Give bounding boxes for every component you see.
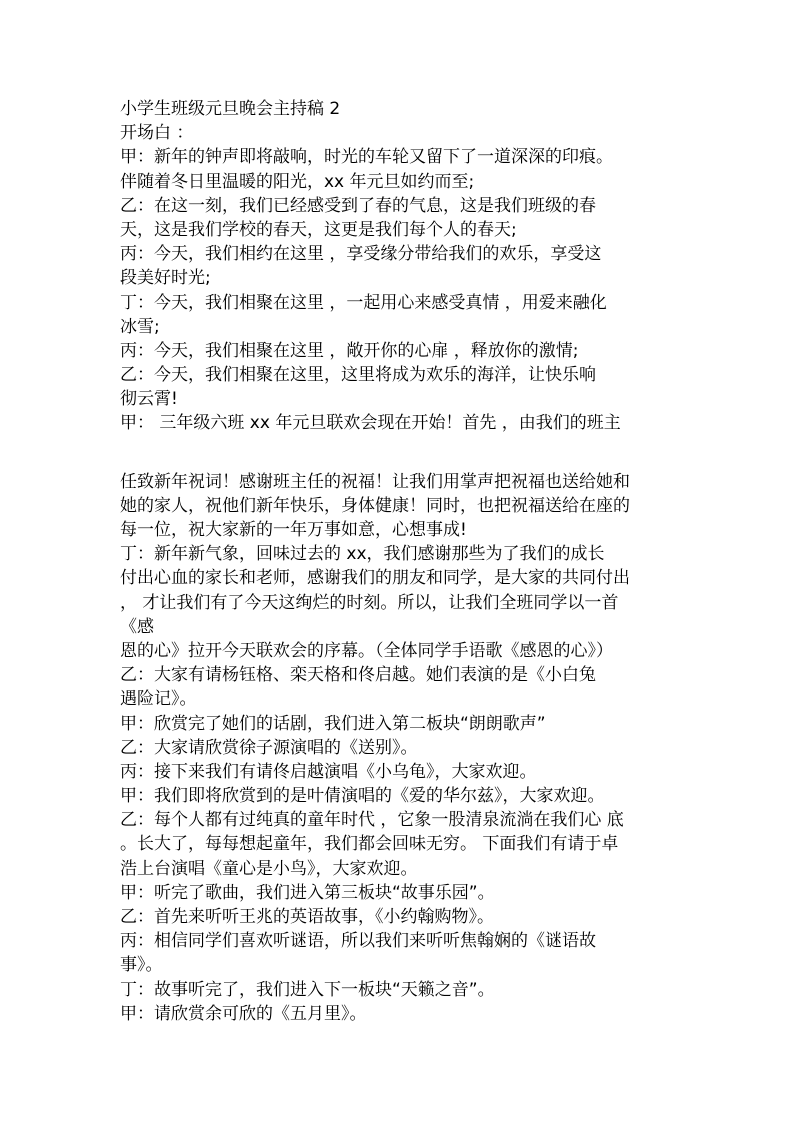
text-line: 丙：接下来我们有请佟启越演唱《小乌龟》，大家欢迎。 [120, 761, 537, 782]
text-line: 甲：请欣赏余可欣的《五月里》。 [120, 1003, 367, 1024]
text-line: 恩的心》拉开今天联欢会的序幕。（全体同学手语歌《感恩的心》） [120, 640, 613, 661]
text-line: 遇险记》。 [120, 689, 197, 710]
text-line: 丙：今天，我们相聚在这里 ，敞开你的心扉 ，释放你的激情; [120, 340, 579, 361]
text-line: 事》。 [120, 955, 163, 976]
text-line: 《感 [120, 616, 154, 637]
section-heading-opening: 开场白 ： [120, 123, 194, 144]
text-line: 乙：在这一刻，我们已经感受到了春的气息，这是我们班级的春 [120, 195, 596, 216]
text-line: 丁：新年新气象，回味过去的 xx，我们感谢那些为了我们的成长 [120, 544, 605, 565]
text-line: 甲：新年的钟声即将敲响，时光的车轮又留下了一道深深的印痕。 [120, 147, 613, 168]
paragraph-gap [120, 436, 680, 470]
text-line: 乙：大家请欣赏徐子源演唱的《送别》。 [120, 737, 418, 758]
document-body [120, 97, 680, 1026]
text-line: 乙：大家有请杨钰格、栾天格和佟启越。她们表演的是《小白兔 [120, 665, 596, 686]
text-line: 乙：首先来听听王兆的英语故事，《小约翰购物》。 [120, 907, 494, 927]
text-line: 丙：今天，我们相约在这里 ，享受缘分带给我们的欢乐，享受这 [120, 244, 602, 265]
text-line: 彻云霄! [120, 389, 178, 410]
text-line: 天，这是我们学校的春天，这更是我们每个人的春天; [120, 219, 517, 240]
text-line: 她的家人，祝他们新年快乐，身体健康！同时，也把祝福送给在座的 [120, 495, 630, 516]
text-line: 丙：相信同学们喜欢听谜语，所以我们来听听焦翰娴的《谜语故 [120, 931, 596, 952]
text-line: 。长大了，每每想起童年，我们都会回味无穷。 下面我们有请于卓 [120, 834, 619, 855]
text-line: 甲：听完了歌曲，我们进入第三板块“故事乐园”。 [120, 882, 495, 903]
text-line: 甲：欣赏完了她们的话剧，我们进入第二板块“朗朗歌声” [120, 713, 546, 734]
text-line: 乙：今天，我们相聚在这里，这里将成为欢乐的海洋，让快乐响 [120, 365, 596, 386]
text-line: 伴随着冬日里温暖的阳光，xx 年元旦如约而至; [120, 171, 475, 192]
text-line: 甲：我们即将欣赏到的是叶倩演唱的《爱的华尔兹》，大家欢迎。 [120, 786, 605, 807]
text-line: 任致新年祝词！感谢班主任的祝福！让我们用掌声把祝福也送给她和 [120, 471, 630, 492]
text-line: 浩上台演唱《童心是小鸟》，大家欢迎。 [120, 858, 418, 879]
text-line: 付出心血的家长和老师，感谢我们的朋友和同学，是大家的共同付出 [120, 568, 630, 589]
text-line: 段美好时光; [120, 268, 211, 289]
document-title: 小学生班级元旦晚会主持稿 2 [120, 99, 341, 119]
text-line: 冰雪; [120, 316, 160, 337]
text-line: ， 才让我们有了今天这绚烂的时刻。所以，让我们全班同学以一首 [120, 592, 619, 613]
text-line: 丁：故事听完了，我们进入下一板块“天籁之音”。 [120, 979, 495, 1000]
text-line: 每一位，祝大家新的一年万事如意，心想事成! [120, 520, 467, 540]
text-line: 甲： 三年级六班 xx 年元旦联欢会现在开始！首先 ，由我们的班主 [120, 413, 621, 434]
text-line: 乙：每个人都有过纯真的童年时代 ，它象一股清泉流淌在我们心 底 [120, 810, 624, 831]
text-line: 丁：今天，我们相聚在这里 ，一起用心来感受真情 ，用爱来融化 [120, 292, 607, 313]
